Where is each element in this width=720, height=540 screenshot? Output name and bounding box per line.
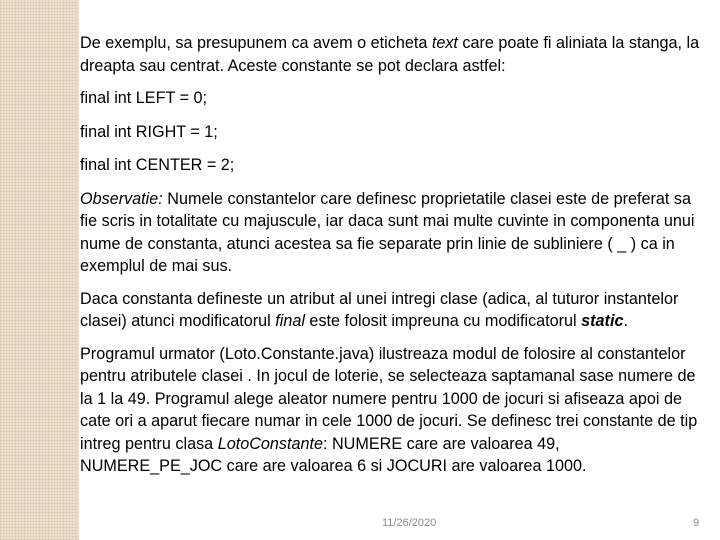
intro-text-end: care poate fi aliniata la stanga, la dreapta sau centrat. Aceste constante se pot declara astfel: bbox=[80, 34, 700, 75]
class-name: LotoConstante bbox=[217, 434, 323, 453]
sidebar-edge bbox=[77, 0, 79, 540]
program-text-start: Programul urmator (Loto.Constante.java) ilustreaza modul de folosire al constantelor pentru atributele clasei . In jocul de loterie, se selecteaza saptamanal sase numere de la 1 la 49. Programul alege aleator numere pentru 1000 de jocuri si afiseaza apoi de cate ori a aparut fiecare numar in cele 1000 de jocuri. Se definesc trei constante de tip intreg pentru clasa bbox=[80, 344, 698, 453]
slide-body bbox=[80, 32, 700, 488]
static-text-end: . bbox=[623, 312, 628, 330]
intro-paragraph bbox=[80, 32, 700, 77]
code-line-right: final int RIGHT = 1; bbox=[80, 122, 218, 141]
decorative-sidebar bbox=[0, 0, 78, 540]
keyword-static: static bbox=[581, 312, 624, 330]
observation-text: Numele constantelor care definesc proprietatile clasei este de preferat sa fie scris in totalitate cu majuscule, iar daca sunt mai multe cuvinte in componenta unui nume de constanta, atunci acestea sa fie separate prin linie de subliniere ( _ ) ca in exemplul de mai sus. bbox=[80, 189, 695, 275]
footer-date: 11/26/2020 bbox=[382, 517, 437, 529]
program-paragraph bbox=[80, 343, 700, 478]
static-text-start: Daca constanta defineste un atribut al unei intregi clase (adica, al tuturor instantelor clasei) atunci modificatorul bbox=[80, 289, 679, 330]
intro-text-emphasis: text bbox=[431, 34, 458, 52]
static-text-middle: este folosit impreuna cu modificatorul bbox=[304, 312, 582, 330]
observation-label: Observatie: bbox=[80, 189, 163, 208]
code-line-left: final int LEFT = 0; bbox=[80, 89, 208, 107]
program-text-end: : NUMERE care are valoarea 49, NUMERE_PE_JOC care are valoarea 6 si JOCURI are valoarea 1000. bbox=[80, 434, 587, 475]
intro-text-start: De exemplu, sa presupunem ca avem o eticheta bbox=[80, 34, 432, 52]
code-line-center: final int CENTER = 2; bbox=[80, 156, 235, 174]
page-number: 9 bbox=[693, 517, 700, 529]
observation-paragraph bbox=[80, 188, 700, 278]
static-paragraph bbox=[80, 288, 700, 333]
keyword-final: final bbox=[275, 312, 305, 330]
